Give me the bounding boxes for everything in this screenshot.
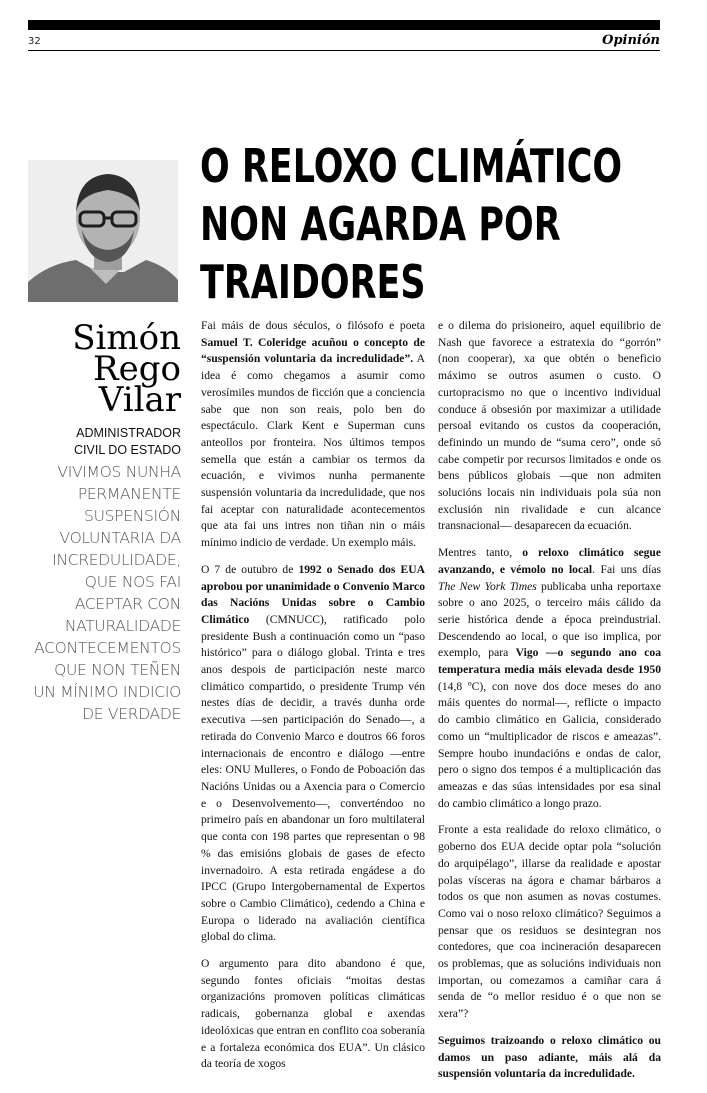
author-name-line: Vilar	[98, 380, 181, 420]
body-paragraph	[201, 318, 425, 552]
article-column-2	[438, 318, 661, 1093]
pull-quote-line: QUE NOS FAI	[84, 573, 181, 591]
body-paragraph	[438, 545, 661, 812]
section-title: Opinión	[602, 33, 660, 48]
pull-quote-line: UN MÍNIMO INDICIO	[33, 683, 181, 701]
body-text: A idea é como chegamos a asumir como verosímiles mundos de ficción que a conciencia sabe que non son reais, polo ben do espectáculo. Clark Kent e Superman cuns anteollos por fronteira. Nos últimos tempos semella que están a cambiar os termos da ecuación, e vivimos nunha permanente suspensión voluntaria da incredulidade, que nos fai aceptar con naturalidade acontecementos que ata fai uns intres non tiñan nin o máis mínimo indicio de verdade. Un exemplo máis.	[201, 352, 425, 550]
author-name	[72, 318, 181, 420]
pull-quote-line: ACONTECEMENTOS	[34, 639, 181, 657]
pull-quote-line: VIVIMOS NUNHA	[57, 463, 181, 481]
pull-quote-line: QUE NON TEÑEN	[54, 661, 181, 679]
pull-quote-line: PERMANENTE	[77, 485, 181, 503]
author-role-line: ADMINISTRADOR	[76, 426, 181, 440]
author-photo	[28, 160, 178, 302]
body-paragraph	[438, 1033, 661, 1083]
body-text: (14,8 ºC), con nove dos doce meses do ano máis quentes do normal—, reflicte o impacto do cambio climático en Galicia, considerado como un “multiplicador de riscos e ameazas”. Sempre houbo inundacións e ondas de calor, pero o signo dos tempos é a multiplicación das ameazas e das súas intensidades por esa sinal do cambio climático a longo prazo.	[438, 679, 661, 810]
pull-quote	[21, 461, 181, 725]
author-role	[74, 425, 181, 459]
headline-line: NON AGARDA POR	[200, 197, 561, 251]
body-text-bold: 1992 o Senado dos EUA aprobou por unanimidade o Convenio Marco das Nacións Unidas sobre o Cambio Climático	[201, 562, 425, 626]
body-text-bold: Vigo —o segundo ano coa temperatura media máis elevada desde 1950	[438, 646, 661, 677]
header-divider	[28, 50, 660, 51]
pull-quote-line: ACEPTAR CON	[74, 595, 181, 613]
body-text: Fai máis de dous séculos, o filósofo e poeta	[201, 319, 425, 332]
author-name-line: Simón	[72, 318, 181, 358]
body-paragraph: O argumento para dito abandono é que, segundo fontes oficiais “moitas destas organizacións promoven políticas climáticas radicais, gobernanza global e axendas ideolóxicas que entran en conflito coa soberanía e a fortaleza económica dos EUA”. Un clásico da teoría de xogos	[201, 957, 425, 1071]
pull-quote-line: INCREDULIDADE,	[52, 551, 181, 569]
body-text: (CMNUCC), ratificado polo presidente Bush a continuación como un “paso histórico” para o diálogo global. Trinta e tres anos despois de participación neste marco climático compartido, o presidente Trump vén nestes días de decidir, a través dunha orde executiva —sen participación do Senado—, a retirada do Convenio Marco e doutros 66 foros internacionais de encontro e diálogo —entre eles: ONU Mulleres, o Fondo de Poboación das Nacións Unidas ou a Axencia para o Comercio e o Desenvolvemento—, converténdoo no primeiro país en abandonar un foro multilateral que conta con 198 partes que representan o 98 % das emisións globais de gases de efecto invernadoiro. A esta retirada engádese a do IPCC (Grupo Intergobernamental de Expertos sobre o Cambio Climático), cedendo a China e Europa o liderado na avaliación científica global do clima.	[201, 612, 425, 944]
pull-quote-line: VOLUNTARIA DA	[59, 529, 181, 547]
pull-quote-line: NATURALIDADE	[64, 617, 181, 635]
body-text: . Fai uns días	[592, 562, 661, 576]
page-number: 32	[28, 36, 41, 47]
body-text-bold: o reloxo climático segue avanzando, e vémolo no local	[438, 546, 661, 576]
body-text-bold: Seguimos traizoando o reloxo climático ou damos un paso adiante, máis alá da suspensión voluntaria da incredulidade.	[438, 1033, 661, 1081]
headline-line: O RELOXO CLIMÁTICO	[200, 139, 623, 193]
author-role-line: CIVIL DO ESTADO	[74, 443, 181, 457]
body-paragraph	[201, 562, 425, 946]
pull-quote-line: SUSPENSIÓN	[84, 507, 181, 525]
article-headline	[200, 137, 623, 311]
body-text-italic: The New York Times	[438, 579, 537, 593]
top-rule-bar	[28, 20, 660, 30]
body-text: O 7 de outubro de	[201, 562, 299, 576]
author-name-line: Rego	[93, 349, 181, 389]
body-paragraph: e o dilema do prisioneiro, aquel equilibrio de Nash que favorece a estratexia do “gorrón” (non cooperar), xa que obtén o beneficio máximo se outros asumen o custo. O curtopracismo no que o incentivo individual conduce á obsesión por maximizar a utilidade persoal evitando os custos da cooperación, definindo un mundo de “suma cero”, onde só cabe competir por recursos limitados e onde os bens públicos globais —que non admiten solucións locais nin individuais pola súa non exclusión nin rivalidade e cun alcance transnacional— desaparecen da ecuación.	[438, 319, 661, 533]
pull-quote-line: DE VERDADE	[82, 705, 181, 723]
headline-line: TRAIDORES	[200, 255, 426, 309]
body-text-bold: Samuel T. Coleridge acuñou o concepto de “suspensión voluntaria da incredulidade”.	[201, 335, 425, 366]
body-text: Mentres tanto,	[438, 546, 523, 560]
author-portrait-image	[28, 160, 178, 302]
body-text: publicaba unha reportaxe sobre o ano 2025, o terceiro máis cálido da serie histórica dende a época preindustrial. Descendendo ao local, o que iso implica, por exemplo, para	[438, 579, 661, 660]
article-column-1	[201, 318, 425, 1083]
body-paragraph: Fronte a esta realidade do reloxo climático, o goberno dos EUA decide optar pola “solución do arquipélago”, illarse da realidade e apostar polas vísceras na ágora e chamar bárbaros a todos os que non asumen as novas costumes. Como vai o noso reloxo climático? Seguimos a pensar que os residuos se desintegran nos contedores, que coa incineración desaparecen os problemas, que as solucións individuais non importan, ou comezamos a camiñar cara á senda de “o mellor residuo é o que non se xera”?	[438, 823, 661, 1021]
